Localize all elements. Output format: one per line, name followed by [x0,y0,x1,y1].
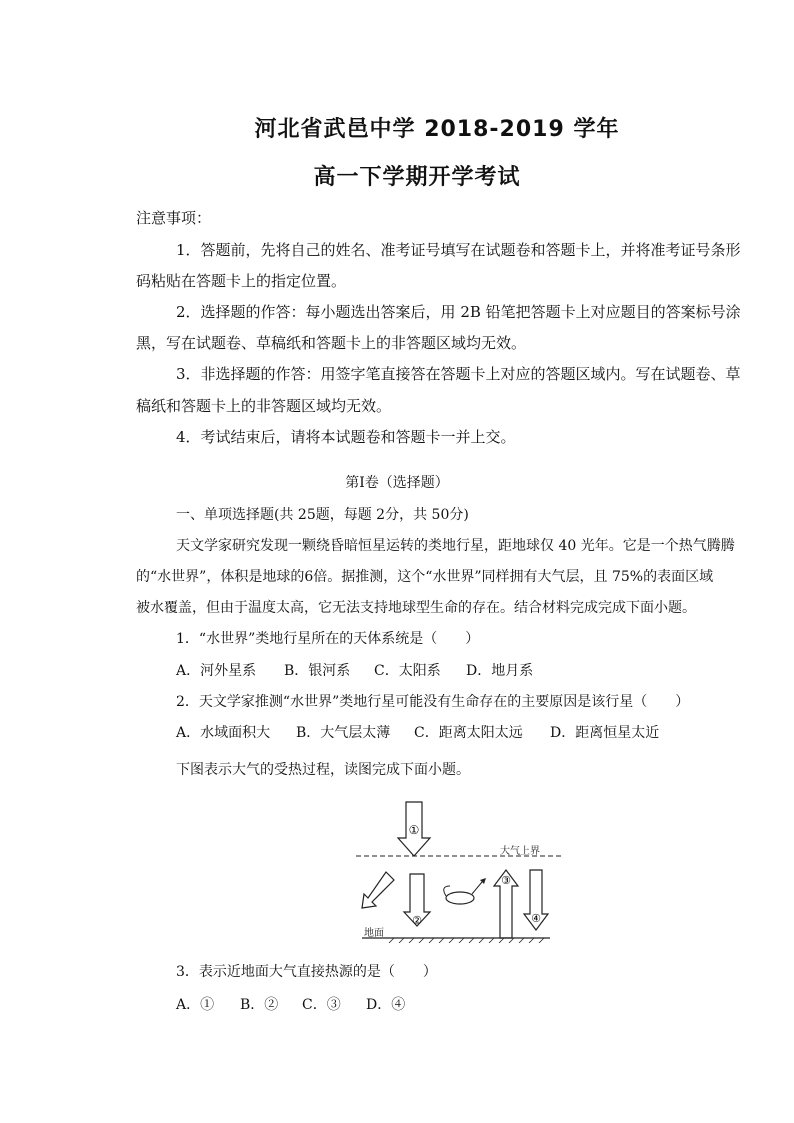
part-one-heading: 一、单项选择题(共 25题，每题 2分，共 50分) [176,507,469,523]
q2-option-d: D．距离恒星太近 [550,725,660,741]
question-2-options [176,723,776,743]
q1-option-c: C．太阳系 [374,663,441,679]
note-2-line-2: 黑，写在试题卷、草稿纸和答题卡上的非答题区域均无效。 [136,334,527,352]
note-1-line-2: 码粘贴在答题卡上的指定位置。 [136,272,347,290]
notes-heading: 注意事项： [136,209,212,227]
arrow-2-label: ② [412,914,422,927]
passage1-line-3: 被水覆盖，但由于温度太高，它无法支持地球型生命的存在。结合材料完成完成下面小题。 [136,600,696,616]
question-3-stem: 3．表示近地面大气直接热源的是（ ） [176,964,437,980]
note-3-line-1: 3．非选择题的作答：用签字笔直接答在答题卡上对应的答题区域内。写在试题卷、草 [176,365,741,383]
cloud-reflection-line [472,882,482,894]
question-3-options [176,995,776,1015]
passage1-line-2: 的“水世界”，体积是地球的6倍。据推测，这个“水世界”同样拥有大气层，且 75%的表面区域 [136,569,714,585]
note-4: 4．考试结束后，请将本试题卷和答题卡一并上交。 [176,428,516,446]
reflected-radiation-arrow [362,872,394,908]
ground-hatching [389,938,544,943]
q2-option-c: C．距离太阳太远 [414,725,523,741]
exam-subtitle: 高一下学期开学考试 [313,165,521,190]
question-1-stem: 1．“水世界”类地行星所在的天体系统是（ ） [176,631,480,647]
section-heading: 第Ⅰ卷（选择题） [345,475,449,491]
atmosphere-top-label: 大气上界 [500,846,540,857]
q1-option-d: D．地月系 [466,663,534,679]
note-1-line-1: 1．答题前，先将自己的姓名、准考证号填写在试题卷和答题卡上，并将准考证号条形 [176,241,741,259]
question-2-stem: 2．天文学家推测“水世界”类地行星可能没有生命存在的主要原因是该行星（ ） [176,694,690,710]
question-1-options [176,661,776,681]
ground-label: 地面 [364,928,384,939]
arrow-1-label: ① [408,823,420,837]
arrow-4-label: ④ [531,912,541,925]
q3-option-d: D．④ [366,997,406,1013]
cloud-icon [446,892,474,904]
q2-option-b: B．大气层太薄 [296,725,391,741]
passage1-line-1: 天文学家研究发现一颗绕昏暗恒星运转的类地行星，距地球仅 40 光年。它是一个热气腾腾 [176,538,735,554]
exam-title: 河北省武邑中学 2018-2019 学年 [254,117,620,142]
q1-option-a: A．河外星系 [176,663,257,679]
q3-option-c: C．③ [302,997,341,1013]
arrow-3-label: ③ [501,874,511,887]
q3-option-a: A．① [176,997,215,1013]
q2-option-a: A．水域面积大 [176,725,271,741]
q1-option-b: B．银河系 [284,663,351,679]
atmosphere-heating-diagram [354,798,564,943]
note-2-line-1: 2．选择题的作答：每小题选出答案后，用 2B 铅笔把答题卡上对应题目的答案标号涂 [176,303,741,321]
q3-option-b: B．② [240,997,279,1013]
note-3-line-2: 稿纸和答题卡上的非答题区域均无效。 [136,397,392,415]
passage2: 下图表示大气的受热过程，读图完成下面小题。 [176,762,470,778]
